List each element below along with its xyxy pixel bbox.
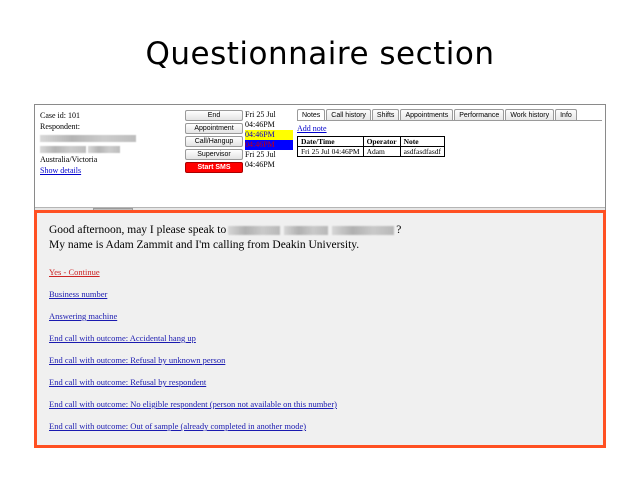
- case-info-panel: [40, 110, 145, 176]
- respondent-label: Respondent:: [40, 122, 80, 131]
- timestamp-time-3: 04:46PM: [245, 140, 293, 150]
- option-refusal-by-respondent[interactable]: End call with outcome: Refusal by respondent: [49, 377, 207, 387]
- tab-call-history[interactable]: Call history: [326, 109, 371, 120]
- appointment-button[interactable]: Appointment: [185, 123, 243, 134]
- start-sms-button[interactable]: Start SMS: [185, 162, 243, 173]
- greeting-line-1-after: ?: [396, 224, 402, 236]
- tab-work-history[interactable]: Work history: [505, 109, 554, 120]
- end-button[interactable]: End: [185, 110, 243, 121]
- option-answering-machine[interactable]: Answering machine: [49, 311, 118, 321]
- respondent-redaction-1: [228, 226, 280, 235]
- action-button-column: [185, 110, 243, 175]
- respondent-redaction-3: [332, 226, 394, 235]
- tab-panel: [297, 109, 602, 210]
- tab-appointments[interactable]: Appointments: [400, 109, 453, 120]
- greeting-text: [49, 223, 591, 253]
- greeting-line-2: My name is Adam Zammit and I'm calling from Deakin University.: [49, 239, 360, 251]
- option-out-of-sample[interactable]: End call with outcome: Out of sample (already completed in another mode): [49, 421, 307, 431]
- notes-tab-body: [297, 120, 602, 157]
- timestamp-date-2: Fri 25 Jul: [245, 150, 276, 159]
- respondent-redaction-2: [284, 226, 328, 235]
- page-title: Questionnaire section: [145, 36, 495, 72]
- cell-datetime: Fri 25 Jul 04:46PM: [298, 147, 364, 157]
- table-row[interactable]: [298, 147, 445, 157]
- notes-table: [297, 136, 445, 157]
- case-location: Australia/Victoria: [40, 155, 98, 164]
- questionnaire-script-box: [34, 210, 606, 448]
- show-details-link[interactable]: Show details: [40, 166, 82, 175]
- option-business-number[interactable]: Business number: [49, 289, 108, 299]
- case-id-label: Case id: 101: [40, 111, 80, 120]
- notes-table-header-row: [298, 137, 445, 147]
- respondent-phone-redacted: [40, 143, 145, 154]
- timestamp-column: [245, 110, 293, 170]
- timestamp-time-2: 04:46PM: [245, 130, 293, 140]
- tab-strip: [297, 109, 602, 120]
- timestamp-time-1: 04:46PM: [245, 120, 275, 129]
- tab-performance[interactable]: Performance: [454, 109, 504, 120]
- cell-note: asdfasdfasdf: [400, 147, 445, 157]
- respondent-name-redacted: [40, 132, 145, 143]
- greeting-line-1: [49, 223, 591, 238]
- tab-notes[interactable]: Notes: [297, 109, 325, 120]
- greeting-line-1-before: Good afternoon, may I please speak to: [49, 224, 227, 236]
- option-no-eligible-respondent[interactable]: End call with outcome: No eligible respondent (person not available on this number): [49, 399, 337, 409]
- outcome-option-list: [49, 267, 591, 431]
- timestamp-time-4: 04:46PM: [245, 160, 275, 169]
- add-note-row: [297, 124, 602, 133]
- column-header-datetime: Date/Time: [298, 137, 364, 147]
- cell-operator: Adam: [363, 147, 400, 157]
- tab-info[interactable]: Info: [555, 109, 577, 120]
- call-hangup-button[interactable]: Call/Hangup: [185, 136, 243, 147]
- option-yes-continue[interactable]: Yes - Continue: [49, 267, 100, 277]
- option-accidental-hangup[interactable]: End call with outcome: Accidental hang up: [49, 333, 196, 343]
- timestamp-date-1: Fri 25 Jul: [245, 110, 276, 119]
- tab-shifts[interactable]: Shifts: [372, 109, 400, 120]
- column-header-operator: Operator: [363, 137, 400, 147]
- application-screenshot: [34, 104, 606, 214]
- add-note-link[interactable]: Add note: [297, 124, 327, 133]
- column-header-note: Note: [400, 137, 445, 147]
- supervisor-button[interactable]: Supervisor: [185, 149, 243, 160]
- option-refusal-unknown-person[interactable]: End call with outcome: Refusal by unknown person: [49, 355, 226, 365]
